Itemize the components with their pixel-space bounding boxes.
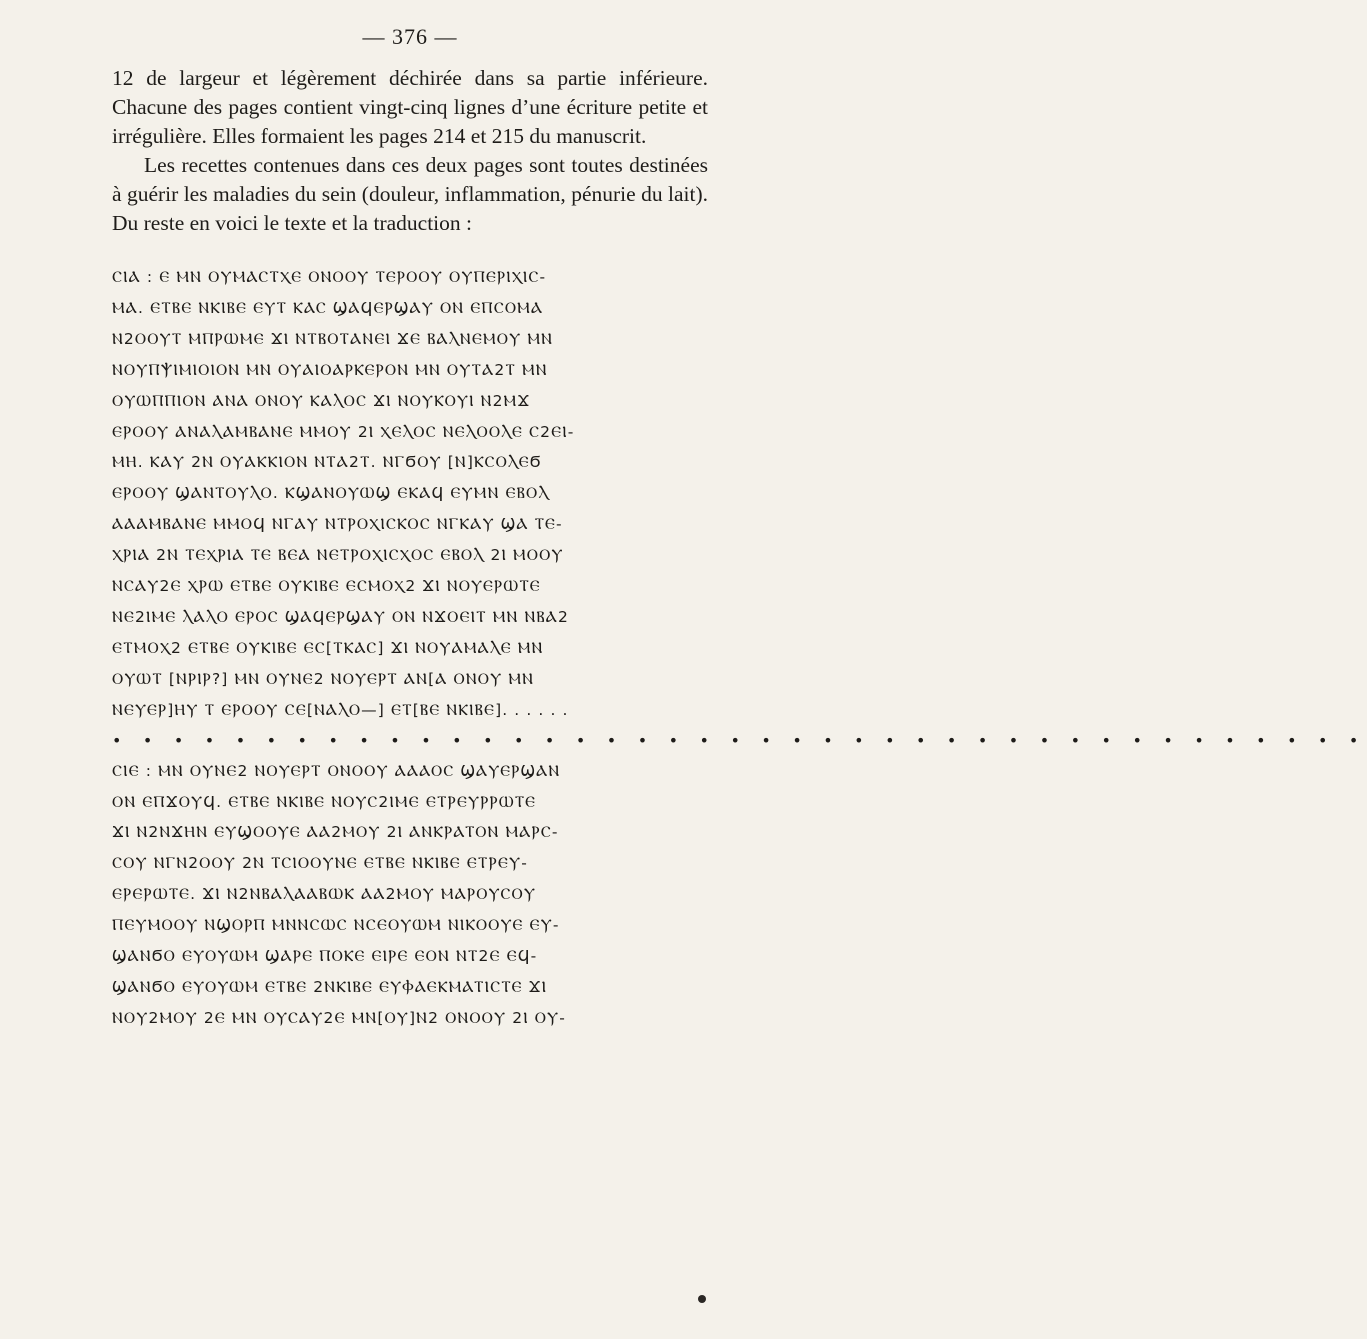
coptic-line: ⲚⲈ2ⲒⲘⲈ ⲖⲀⲖⲞ ⲈⲢⲞⲤ ϢⲀϤⲈⲢϢⲀⲨ ⲞⲚ ⲚϪⲞⲈⲒⲦ ⲘⲚ ⲚⲂⲀ2	[112, 607, 569, 626]
coptic-line: ⲚⲞⲨ2ⲘⲞⲨ 2Ⲉ ⲘⲚ ⲞⲨⲤⲀⲨ2Ⲉ ⲘⲚ[ⲞⲨ]Ⲛ2 ⲞⲚⲞⲞⲨ 2Ⲓ ⲞⲨ-	[112, 1008, 566, 1027]
coptic-line: ⲀⲀⲀⲘⲂⲀⲚⲈ ⲘⲘⲞϤ ⲚⲄⲀⲨ ⲚⲦⲢⲞⲬⲒⲤⲔⲞⲤ ⲚⲄⲔⲀⲨ ϢⲀ ⲦⲈ-	[112, 515, 563, 534]
coptic-line: ⲚⲞⲨⲠⲮⲒⲘⲒⲞⲒⲞⲚ ⲘⲚ ⲞⲨⲀⲒⲞⲀⲢⲔⲈⲢⲞⲚ ⲘⲚ ⲞⲨⲦⲀ2Ⲧ ⲘⲚ	[112, 360, 548, 379]
coptic-line: ⲚⲈⲨⲈⲢ]ⲎⲨ Ⲧ ⲈⲢⲞⲞⲨ ⲤⲈ[ⲚⲀⲖⲞ—] ⲈⲦ[ⲂⲈ ⲚⲔⲒⲂⲈ]. . . . . .	[112, 700, 569, 719]
lacuna-dotted-line: • • • • • • • • • • • • • • • • • • • • • • • • • • • • • • • • • • • • • • • • •	[112, 730, 1367, 750]
coptic-line: ⲞⲚ ⲈⲠϪⲞⲨϤ. ⲈⲦⲂⲈ ⲚⲔⲒⲂⲈ ⲚⲞⲨⲤ2ⲒⲘⲈ ⲈⲦⲢⲈⲨⲢⲢⲰⲦⲈ	[112, 792, 537, 811]
coptic-line: ϢⲀⲚϬⲞ ⲈⲨⲞⲨⲰⲘ ⲈⲦⲂⲈ 2ⲚⲔⲒⲂⲈ ⲈⲨⲪⲀⲈⲔⲘⲀⲦⲒⲤⲦⲈ ϪⲒ	[112, 977, 548, 996]
bullet-mark	[698, 1295, 706, 1303]
coptic-line: ⲘⲀ. ⲈⲦⲂⲈ ⲚⲔⲒⲂⲈ ⲈⲨⲦ ⲔⲀⲤ ϢⲀϤⲈⲢϢⲀⲨ ⲞⲚ ⲈⲠⲤⲞⲘⲀ	[112, 298, 544, 317]
coptic-line: ⲚⲤⲀⲨ2Ⲉ ⲬⲢⲰ ⲈⲦⲂⲈ ⲞⲨⲔⲒⲂⲈ ⲈⲤⲘⲞⲬ2 ϪⲒ ⲚⲞⲨⲈⲢⲰⲦⲈ	[112, 577, 541, 596]
coptic-line: ⲈⲦⲘⲞⲬ2 ⲈⲦⲂⲈ ⲞⲨⲔⲒⲂⲈ ⲈⲤ[ⲦⲔⲀⲤ] ϪⲒ ⲚⲞⲨⲀⲘⲀⲖⲈ ⲘⲚ	[112, 638, 544, 657]
coptic-line: ⲘⲎ. ⲔⲀⲨ 2Ⲛ ⲞⲨⲀⲔⲔⲒⲞⲚ ⲚⲦⲀ2Ⲧ. ⲚⲄϬⲞⲨ [Ⲛ]ⲔⲤⲞⲖⲈϬ	[112, 453, 542, 472]
coptic-text-block-2	[112, 756, 708, 1034]
page-number: — 376 —	[362, 24, 458, 49]
coptic-text-block-1	[112, 262, 708, 726]
coptic-line: ⲈⲢⲞⲞⲨ ⲀⲚⲀⲖⲀⲘⲂⲀⲚⲈ ⲘⲘⲞⲨ 2Ⲓ ⲬⲈⲖⲞⲤ ⲚⲈⲖⲞⲞⲖⲈ Ⲥ2ⲈⲒ-	[112, 422, 575, 441]
coptic-line: ⲤⲒⲀ : Ⲉ ⲘⲚ ⲞⲨⲘⲀⲤⲦⲬⲈ ⲞⲚⲞⲞⲨ ⲦⲈⲢⲞⲞⲨ ⲞⲨⲠⲈⲢⲒⲬⲒⲤ-	[112, 268, 547, 286]
page	[112, 20, 1367, 1034]
coptic-line: Ⲛ2ⲞⲞⲨⲦ ⲘⲠⲢⲰⲘⲈ ϪⲒ ⲚⲦⲂⲞⲦⲀⲚⲈⲒ ϪⲈ ⲂⲀⲖⲚⲈⲘⲞⲨ ⲘⲚ	[112, 329, 554, 348]
coptic-line: ⲞⲨⲰⲦ [ⲚⲢⲒⲢ?] ⲘⲚ ⲞⲨⲚⲈ2 ⲚⲞⲨⲈⲢⲦ ⲀⲚ[Ⲁ ⲞⲚⲞⲨ ⲘⲚ	[112, 669, 535, 688]
french-paragraph-2: Les recettes contenues dans ces deux pages sont toutes destinées à guérir les maladies du sein (douleur, inflammation, pénurie du lait). Du reste en voici le texte et la traduction :	[112, 153, 708, 235]
coptic-line: ⲤⲞⲨ ⲚⲄⲚ2ⲞⲞⲨ 2Ⲛ ⲦⲤⲒⲞⲞⲨⲚⲈ ⲈⲦⲂⲈ ⲚⲔⲒⲂⲈ ⲈⲦⲢⲈⲨ-	[112, 854, 528, 873]
coptic-line: ϪⲒ Ⲛ2ⲚϪⲎⲚ ⲈⲨϢⲞⲞⲨⲈ ⲀⲀ2ⲘⲞⲨ 2Ⲓ ⲀⲚⲔⲢⲀⲦⲞⲚ ⲘⲀⲢⲤ-	[112, 823, 559, 842]
coptic-line: ⲤⲒⲈ : ⲘⲚ ⲞⲨⲚⲈ2 ⲚⲞⲨⲈⲢⲦ ⲞⲚⲞⲞⲨ ⲀⲀⲀⲞⲤ ϢⲀⲨⲈⲢϢⲀⲚ	[112, 761, 561, 780]
coptic-line: ⲈⲢⲞⲞⲨ ϢⲀⲚⲦⲞⲨⲖⲞ. ⲔϢⲀⲚⲞⲨⲰϢ ⲈⲔⲀϤ ⲈⲨⲘⲚ ⲈⲂⲞⲖ	[112, 484, 550, 503]
coptic-line: ⲬⲢⲒⲀ 2Ⲛ ⲦⲈⲬⲢⲒⲀ ⲦⲈ ⲂⲈⲀ ⲚⲈⲦⲢⲞⲬⲒⲤⲬⲞⲤ ⲈⲂⲞⲖ 2Ⲓ ⲘⲞⲞⲨ	[112, 546, 564, 565]
french-paragraph-1: 12 de largeur et légèrement déchirée dans sa partie inférieure. Chacune des pages contient vingt-cinq lignes d’une écriture petite et irrégulière. Elles formaient les pages 214 et 215 du manuscrit.	[112, 66, 708, 148]
french-text	[112, 64, 708, 238]
coptic-line: ⲠⲈⲨⲘⲞⲞⲨ ⲚϢⲞⲢⲠ ⲘⲚⲚⲤⲰⲤ ⲚⲤⲈⲞⲨⲰⲘ ⲚⲒⲔⲞⲞⲨⲈ ⲈⲨ-	[112, 916, 560, 935]
coptic-line: ⲈⲢⲈⲢⲰⲦⲈ. ϪⲒ Ⲛ2ⲚⲂⲀⲖⲀⲀⲂⲰⲔ ⲀⲀ2ⲘⲞⲨ ⲘⲀⲢⲞⲨⲤⲞⲨ	[112, 885, 537, 904]
coptic-line: ϢⲀⲚϬⲞ ⲈⲨⲞⲨⲰⲘ ϢⲀⲢⲈ ⲠⲞⲔⲈ ⲈⲒⲢⲈ ⲈⲞⲚ ⲚⲦ2Ⲉ ⲈϤ-	[112, 947, 538, 966]
coptic-line: ⲞⲨⲰⲠⲠⲒⲞⲚ ⲀⲚⲀ ⲞⲚⲞⲨ ⲔⲀⲖⲞⲤ ϪⲒ ⲚⲞⲨⲔⲞⲨⲒ Ⲛ2ⲘϪ	[112, 391, 531, 410]
